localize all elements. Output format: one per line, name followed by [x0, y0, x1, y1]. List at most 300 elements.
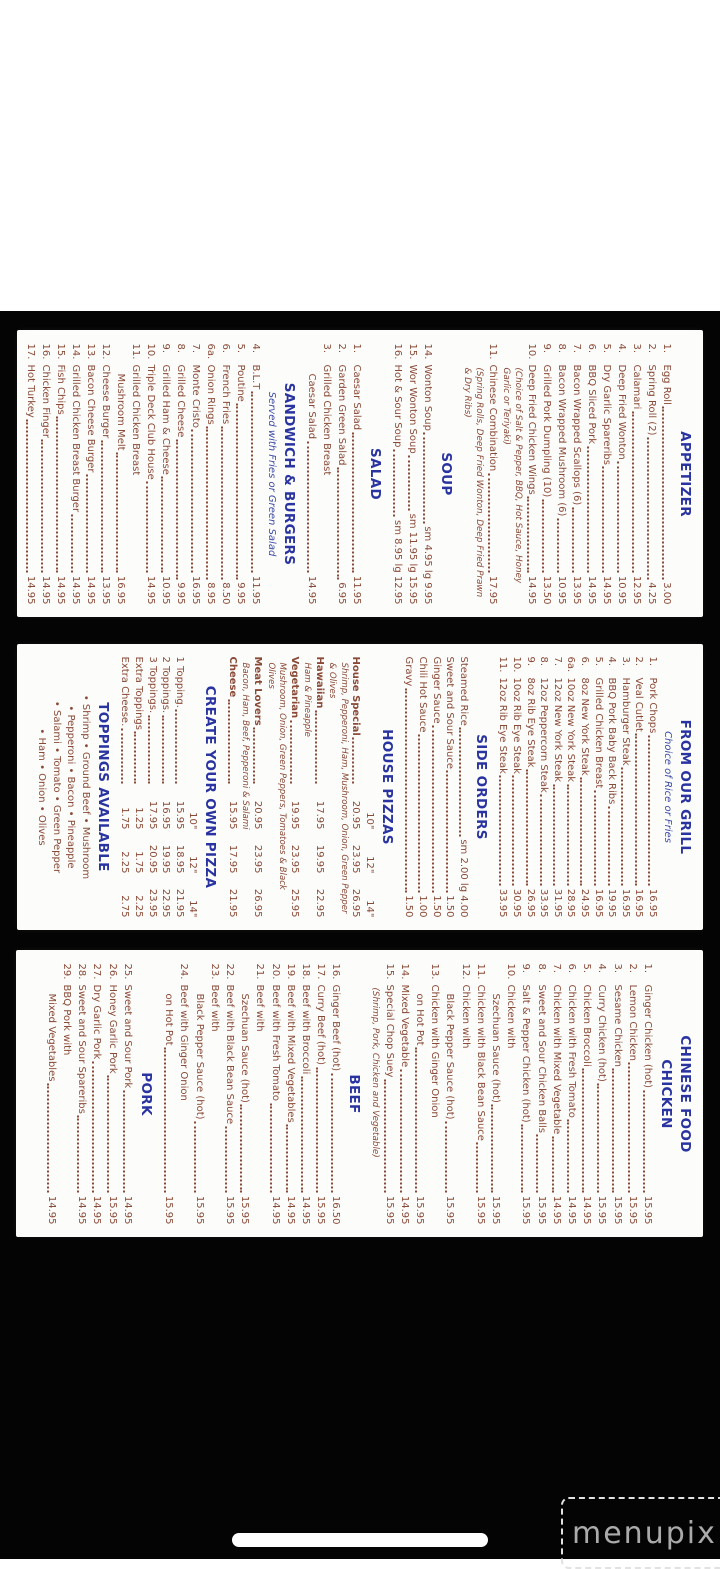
section-title: SIDE ORDERS: [472, 734, 489, 840]
menu-item: [287, 657, 301, 918]
item-price: 14.95: [284, 1195, 296, 1224]
item-price: 26.95: [252, 888, 264, 918]
item-price: 33.95: [497, 888, 509, 918]
menu-item-continuation: [304, 343, 319, 604]
item-name-continued: Mixed Vegetables: [45, 993, 57, 1081]
menu-item-continuation: [236, 963, 251, 1224]
dot-leader: [224, 1126, 226, 1193]
item-number: 16.: [392, 343, 403, 359]
dot-leader: [446, 771, 448, 892]
dot-leader: [46, 1083, 48, 1192]
item-name: Deep Fried Chicken Wings: [526, 364, 537, 495]
item-price: 11.95: [250, 575, 261, 604]
dot-leader: [632, 411, 634, 573]
menu-item: [564, 657, 578, 918]
item-name: Special Chop Suey: [383, 984, 395, 1077]
dot-leader: [176, 439, 178, 579]
item-price: sm 2.00 lg 4.00: [457, 839, 469, 918]
dot-leader: [432, 726, 434, 893]
item-number: 12.: [459, 963, 471, 979]
section-title: BEEF: [345, 1073, 362, 1114]
item-name: Hamburger Steak: [619, 677, 631, 766]
item-name: Meat Lovers: [252, 656, 264, 726]
section-title: SOUP: [438, 451, 454, 496]
toppings-line: • Shrimp • Ground Beef • Mushroom: [79, 694, 91, 880]
item-name: Grilled Pork Dumpling (10): [541, 364, 552, 497]
menu-item: [533, 963, 548, 1224]
item-name: Chinese Combination: [487, 364, 498, 471]
menu-item: [614, 343, 629, 604]
dot-leader: [121, 728, 123, 783]
item-price: 14.95: [45, 1195, 57, 1224]
item-name: Beef with Ginger Onion: [177, 984, 189, 1101]
item-price: 21.95: [173, 888, 185, 918]
menu-item: [176, 963, 191, 1224]
item-name: Lemon Chicken: [626, 984, 638, 1061]
item-number: 20.: [269, 963, 281, 979]
item-note: (Choice of Salt & Pepper, BBQ, Hot Sauce, Honey Garlic or Teriyaki): [501, 367, 523, 583]
dot-leader: [512, 776, 514, 886]
menu-item: [629, 343, 644, 604]
item-price: 16.95: [190, 575, 201, 604]
dot-leader: [92, 1061, 94, 1193]
item-name: Grilled Chicken Breast: [321, 364, 332, 475]
item-price: 1.75: [132, 851, 144, 874]
menu-item: [594, 963, 609, 1224]
size-label: 10": [363, 812, 375, 830]
item-name: 3 Toppings.: [146, 656, 158, 714]
item-number: 11.: [474, 963, 486, 979]
item-name: Sesame Chicken: [611, 984, 623, 1067]
item-name: Calamari: [631, 364, 642, 409]
item-name: Sweet and Sour Pork: [121, 984, 133, 1088]
menu-item: [456, 657, 470, 918]
item-name: BBQ Pork Baby Back Ribs: [606, 677, 618, 805]
item-name: Chicken with: [504, 984, 516, 1048]
item-number: 15.: [383, 963, 395, 979]
item-price: 24.95: [579, 888, 591, 918]
item-number: 5.: [601, 343, 612, 353]
item-price: 20.95: [146, 844, 158, 874]
dot-leader: [337, 467, 339, 579]
item-price: 16.95: [115, 575, 126, 604]
menu-item: [609, 963, 624, 1224]
menu-item: [38, 343, 53, 604]
dot-leader: [642, 1090, 644, 1193]
item-number: 3.: [611, 963, 623, 973]
menu-item: [429, 657, 443, 918]
item-number: 10.: [145, 343, 156, 359]
item-name: Chicken Finger: [40, 364, 51, 438]
dot-leader: [542, 499, 544, 573]
item-name: Extra Cheese.: [119, 656, 131, 727]
dot-leader: [307, 441, 309, 573]
item-price: 22.95: [160, 888, 172, 918]
item-name: Ginger Chicken (hot): [641, 984, 653, 1088]
item-name: Chicken Broccoli: [580, 984, 592, 1067]
item-price: 16.50: [329, 1195, 341, 1224]
item-number: 21.: [253, 963, 265, 979]
item-name: B.L.T: [250, 364, 261, 389]
item-name: Sweet and Sour Spareribs: [75, 984, 87, 1114]
item-price: 14.95: [91, 1195, 102, 1224]
menu-item: [233, 343, 248, 604]
item-number: 29.: [60, 963, 72, 979]
item-price: 26.95: [350, 888, 362, 918]
section-subtitle: Served with Fries or Green Salad: [266, 391, 277, 556]
size-label: 12": [187, 856, 199, 874]
menu-item: [396, 963, 411, 1224]
item-price: 15.95: [535, 1195, 547, 1224]
dot-leader: [648, 735, 650, 885]
item-price: 20.95: [350, 800, 362, 830]
dot-leader: [662, 406, 664, 578]
menu-item: [312, 963, 327, 1224]
menu-item: [58, 963, 73, 1224]
dot-leader: [536, 1134, 538, 1192]
menu-item: [402, 657, 416, 918]
dot-leader: [540, 795, 542, 886]
item-number: 25.: [121, 963, 133, 979]
menu-item: [599, 343, 614, 604]
item-price: 15.95: [314, 1195, 326, 1224]
menu-item: [53, 343, 68, 604]
item-price: 15.95: [383, 1195, 395, 1224]
item-name: Veal Cutlet: [633, 677, 645, 732]
item-price: 14.95: [55, 575, 66, 604]
dot-leader: [594, 790, 596, 886]
item-price: 2.75: [119, 895, 131, 918]
item-price: 15.95: [595, 1195, 607, 1224]
item-number: 2.: [633, 656, 645, 667]
dot-leader: [315, 1067, 317, 1193]
menu-item: [523, 657, 537, 918]
item-price: 14.95: [586, 575, 597, 604]
item-number: 8.: [175, 343, 186, 353]
dot-leader: [612, 1068, 614, 1192]
item-name: Deep Fried Wonton: [616, 364, 627, 460]
item-name: 8oz New York Steak: [579, 677, 591, 776]
item-number: 6.: [565, 963, 577, 973]
item-description: Mushroom, Onion, Green Peppers, Tomatoes & Black Olives: [265, 662, 288, 890]
item-note: (Shrimp, Pork, Chicken and Vegetable): [369, 987, 380, 1158]
dot-leader: [331, 1073, 333, 1193]
item-number: 8.: [538, 656, 550, 667]
menu-item: [554, 343, 569, 604]
item-name: Chicken with Fresh Tomato: [565, 984, 577, 1118]
item-price: 14.95: [145, 575, 156, 604]
menu-item: [252, 963, 267, 1224]
dot-leader: [567, 784, 569, 886]
menu-item: [104, 963, 119, 1224]
dot-leader: [581, 1068, 583, 1192]
dot-leader: [206, 426, 208, 578]
item-name: Chicken with: [459, 984, 471, 1048]
menu-item: [68, 343, 83, 604]
item-price: 6.95: [336, 581, 347, 604]
dot-leader: [572, 507, 574, 573]
item-number: 28.: [75, 963, 87, 979]
item-name: Chicken with Ginger Onion: [428, 984, 440, 1118]
item-note: (Spring Rolls, Deep Fried Wonton, Deep Fried Prawn & Dry Ribs): [462, 367, 484, 597]
item-name-continued: Szechuan Sauce (hot): [489, 993, 501, 1103]
dot-leader: [194, 1121, 196, 1192]
menu-item-continuation: [411, 963, 426, 1224]
item-name: Grilled Cheese: [175, 364, 186, 437]
menu-item: [83, 343, 98, 604]
item-number: 2.: [646, 343, 657, 353]
dot-leader: [423, 432, 425, 522]
dot-leader: [191, 429, 193, 572]
item-name: 12oz Peppercorn Steak: [538, 677, 550, 793]
item-name: Beef with Black Bean Sauce: [223, 984, 235, 1124]
item-price: 14.95: [526, 575, 537, 604]
item-description: Shrimp, Pepperoni, Ham, Mushroom, Onion, Green Pepper & Olives: [327, 662, 349, 914]
menu-item: [537, 657, 551, 918]
item-price: 14.95: [601, 575, 612, 604]
item-number: 4.: [606, 656, 618, 667]
dot-leader: [490, 1104, 492, 1192]
item-price: 16.95: [647, 888, 658, 918]
dot-leader: [107, 1075, 109, 1192]
menu-item: [569, 343, 584, 604]
menu-item: [188, 343, 203, 604]
item-price: 10.95: [556, 575, 567, 604]
menu-item: [563, 963, 578, 1224]
dot-leader: [290, 720, 292, 783]
item-number: 9.: [160, 343, 171, 353]
menupix-logo-text: menupix: [572, 1515, 717, 1551]
item-number: 11.: [497, 656, 509, 673]
item-price: 15.95: [611, 1195, 623, 1224]
menu-item: [206, 963, 221, 1224]
item-name-continued: Szechuan Sauce (hot): [238, 993, 250, 1103]
item-number: 22.: [223, 963, 235, 979]
item-number: 14.: [422, 343, 433, 359]
dot-leader: [399, 1069, 401, 1193]
item-name: Cheese Burger: [100, 364, 111, 438]
dot-leader: [285, 1124, 287, 1192]
item-price: 19.95: [606, 888, 618, 918]
item-number: 7.: [571, 343, 582, 353]
dot-leader: [352, 738, 354, 784]
item-name: Poutine: [235, 364, 246, 402]
item-price: sm 4.95 lg 9.95: [422, 525, 433, 604]
item-number: 2.: [626, 963, 638, 973]
item-price: 15.95: [173, 800, 185, 830]
item-price: 13.95: [100, 575, 111, 604]
item-name: Onion Rings: [205, 364, 216, 425]
item-number: 3.: [631, 343, 642, 353]
item-name: Cheese: [226, 656, 238, 698]
menu-item: [518, 963, 533, 1224]
item-price: 26.95: [524, 888, 536, 918]
item-price: 14.95: [580, 1195, 592, 1224]
item-price: 14.95: [306, 575, 317, 604]
menu-item: [143, 343, 158, 604]
item-number: 19.: [284, 963, 296, 979]
item-name: 12oz New York Steak: [551, 677, 563, 783]
menu-item: [319, 343, 334, 604]
dot-leader: [580, 778, 582, 886]
menu-item: [624, 963, 639, 1224]
item-number: 12.: [100, 343, 111, 359]
menu-item: [218, 343, 233, 604]
menu-item: [328, 963, 343, 1224]
section-title: PORK: [137, 1071, 154, 1116]
item-price: 14.95: [25, 575, 36, 604]
item-price: 3.00: [661, 581, 672, 604]
menu-item: [145, 657, 159, 918]
toppings-line: • Salami • Tomato • Green Pepper: [50, 700, 62, 874]
size-label: 14": [363, 900, 375, 918]
dot-leader: [134, 732, 136, 784]
item-number: 3.: [619, 656, 631, 667]
item-number: 7.: [190, 343, 201, 353]
menu-item-continuation: [487, 963, 502, 1224]
dot-leader: [488, 473, 490, 573]
menu-item: [584, 343, 599, 604]
menu-item: [173, 343, 188, 604]
dot-leader: [122, 1090, 124, 1193]
item-name: Sweet and Sour Sauce: [444, 656, 456, 769]
item-price: 11.95: [351, 575, 362, 604]
item-price: 17.95: [226, 844, 238, 874]
dot-leader: [608, 806, 610, 886]
item-number: 5.: [580, 963, 592, 973]
item-name: Salt & Pepper Chicken (hot): [519, 984, 531, 1123]
menu-item: [89, 963, 104, 1224]
item-price: sm 11.95 lg 15.95: [407, 513, 418, 604]
item-name: 10oz New York Steak: [565, 677, 577, 783]
item-number: 5.: [235, 343, 246, 353]
item-price: 14.95: [85, 575, 96, 604]
item-name: Spring Roll (2): [646, 364, 657, 435]
dot-leader: [86, 474, 88, 572]
item-price: 14.95: [565, 1195, 577, 1224]
item-name: Chili Hot Sauce: [417, 656, 429, 733]
item-name: Gravy: [403, 656, 415, 687]
item-number: 6.: [586, 343, 597, 353]
item-name: Grilled Ham & Cheese: [160, 364, 171, 475]
item-price: 1.25: [132, 807, 144, 830]
menu-item: [639, 963, 654, 1224]
item-number: 11.: [130, 343, 141, 359]
item-price: 12.95: [631, 575, 642, 604]
menu-item: [221, 963, 236, 1224]
menu-item: [23, 343, 38, 604]
menu-item: [496, 657, 510, 918]
item-number: 9.: [519, 963, 531, 973]
item-price: 15.95: [489, 1195, 501, 1224]
menu-panel-appetizers: [17, 330, 703, 617]
item-price: 1.75: [119, 807, 131, 830]
item-number: 6.: [220, 343, 231, 353]
home-indicator[interactable]: [232, 1533, 488, 1547]
dot-leader: [551, 1136, 553, 1193]
menu-item: [548, 963, 563, 1224]
item-price: 1.50: [403, 895, 415, 918]
menu-panel-grill-pizza: [17, 644, 703, 930]
item-number: 6.: [579, 656, 591, 667]
item-name: Wonton Soup: [422, 364, 433, 431]
dot-leader: [526, 770, 528, 886]
item-price: 10.95: [616, 575, 627, 604]
dot-leader: [475, 1142, 477, 1192]
item-name: Curry Beef (hot): [314, 984, 326, 1065]
item-price: 33.95: [538, 888, 550, 918]
item-price: 16.95: [160, 800, 172, 830]
item-price: 16.95: [592, 888, 604, 918]
menu-item: [405, 343, 420, 604]
menu-item: [390, 343, 405, 604]
item-description: Bacon, Ham, Beef, Pepperoni & Salami: [240, 662, 251, 830]
menu-item: [420, 343, 435, 604]
item-name: Mixed Vegetable: [398, 984, 410, 1067]
menu-item: [131, 657, 145, 918]
item-price: 13.95: [571, 575, 582, 604]
item-name: Grilled Chicken Breast Burger: [70, 364, 81, 512]
item-price: 20.95: [252, 800, 264, 830]
item-number: 10.: [511, 656, 523, 673]
item-name-continued: on Hot Pot: [413, 993, 425, 1046]
item-number: 8.: [556, 343, 567, 353]
item-price: 16.95: [633, 888, 645, 918]
item-number: 14.: [70, 343, 81, 359]
dot-leader: [236, 403, 238, 578]
item-price: 10.95: [160, 575, 171, 604]
item-name: Grilled Chicken Breast: [130, 364, 141, 475]
item-number: 1.: [647, 656, 658, 667]
item-price: 2.25: [119, 851, 131, 874]
item-name: Bacon Wrapped Mushroom (6): [556, 364, 567, 516]
item-price: 16.95: [619, 888, 631, 918]
item-price: 15.95: [413, 1195, 425, 1224]
item-number: 14.: [398, 963, 410, 979]
menu-item: [591, 657, 605, 918]
section-title: APPETIZER: [677, 430, 693, 517]
item-name: BBQ Sliced Pork: [586, 364, 597, 444]
item-price: 14.95: [70, 575, 81, 604]
item-number: 1.: [661, 343, 672, 353]
item-name: 1 Topping.: [173, 656, 185, 708]
section-title: CHICKEN: [657, 1058, 674, 1129]
dot-leader: [77, 1115, 79, 1192]
item-price: 15.95: [641, 1195, 653, 1224]
dot-leader: [527, 496, 529, 572]
dot-leader: [163, 1047, 165, 1192]
section-title: FROM OUR GRILL: [677, 719, 693, 855]
item-name: Beef with Broccoli: [299, 984, 311, 1074]
dot-leader: [602, 466, 604, 572]
item-name: Bacon Cheese Burger: [85, 364, 96, 473]
item-price: 30.95: [511, 888, 523, 918]
dot-leader: [587, 446, 589, 573]
menu-item: [128, 343, 143, 604]
item-name-continued: on Hot Pot: [162, 993, 174, 1046]
dot-leader: [101, 440, 103, 572]
item-name-continued: Black Pepper Sauce (hot): [443, 993, 455, 1120]
item-price: 18.95: [173, 844, 185, 874]
section-title: SANDWICH & BURGERS: [281, 382, 297, 565]
item-number: 10.: [526, 343, 537, 359]
menu-item-continuation: [191, 963, 206, 1224]
size-label: 14": [187, 900, 199, 918]
item-price: 23.95: [146, 888, 158, 918]
item-number: 9.: [524, 656, 536, 667]
menu-item: [550, 657, 564, 918]
item-number: 5.: [592, 656, 604, 667]
